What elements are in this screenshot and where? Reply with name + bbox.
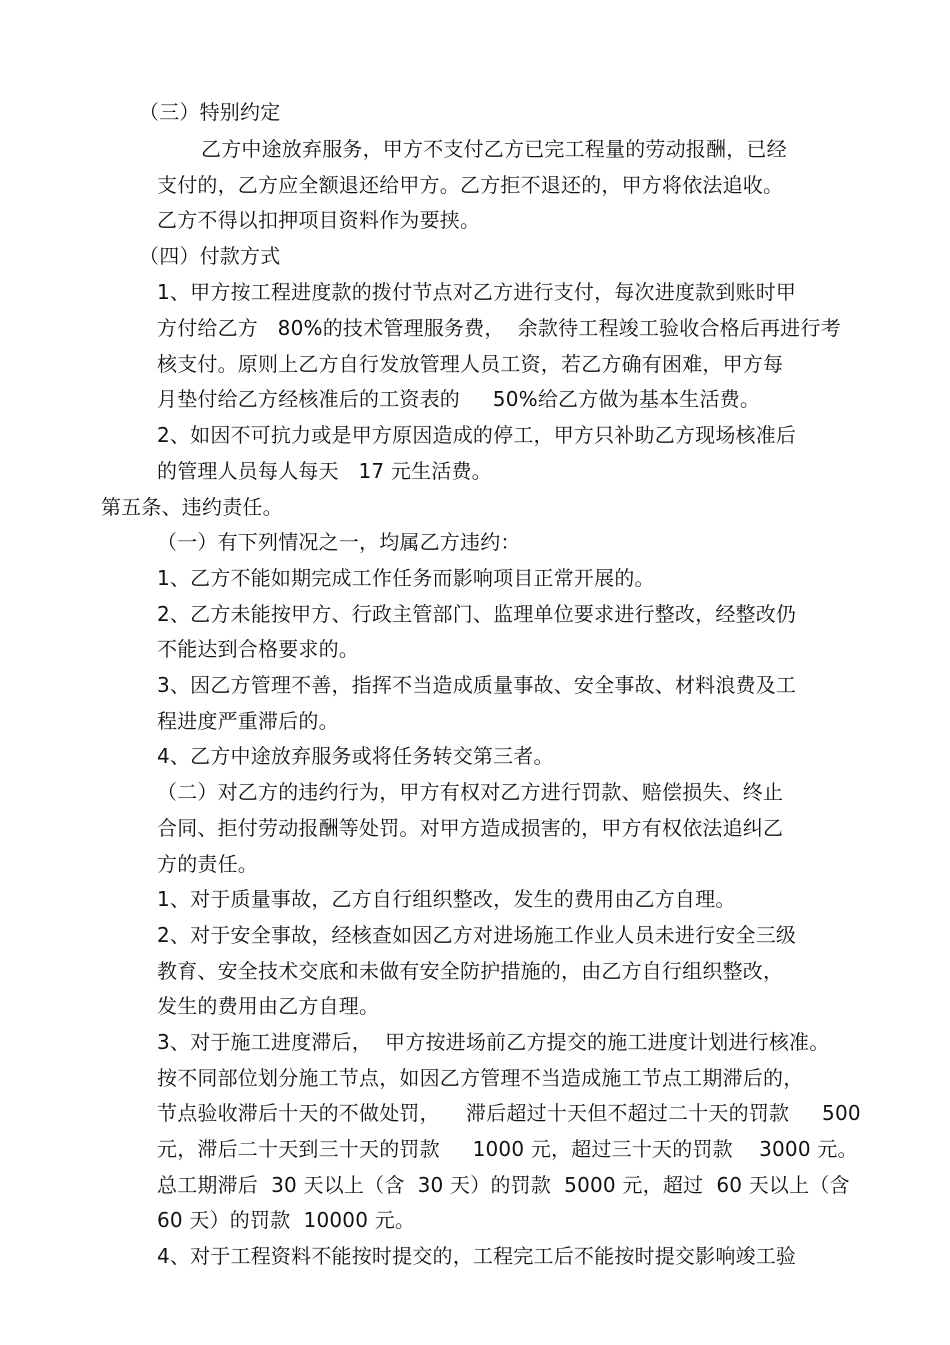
paragraph-line: 支付的，乙方应全额退还给甲方。乙方拒不退还的，甲方将依法追收。 <box>157 173 784 197</box>
paragraph-line: 1、对于质量事故，乙方自行组织整改，发生的费用由乙方自理。 <box>157 887 736 911</box>
section-heading-payment-method: （四）付款方式 <box>139 244 281 268</box>
paragraph-line: 程进度严重滞后的。 <box>157 709 339 733</box>
paragraph-line: 3、因乙方管理不善，指挥不当造成质量事故、安全事故、材料浪费及工 <box>157 673 797 697</box>
paragraph-line: 4、对于工程资料不能按时提交的，工程完工后不能按时提交影响竣工验 <box>157 1244 797 1268</box>
paragraph-line: 乙方不得以扣押项目资料作为要挟。 <box>157 208 481 232</box>
paragraph-line: 总工期滞后 30 天以上（含 30 天）的罚款 5000 元，超过 60 天以上（含 <box>157 1173 850 1197</box>
paragraph-line: 60 天）的罚款 10000 元。 <box>157 1208 416 1232</box>
paragraph-line: 不能达到合格要求的。 <box>157 637 359 661</box>
paragraph-line: 月垫付给乙方经核准后的工资表的 50%给乙方做为基本生活费。 <box>157 387 761 411</box>
article-heading-breach-liability: 第五条、违约责任。 <box>101 495 283 519</box>
paragraph-line: 1、乙方不能如期完成工作任务而影响项目正常开展的。 <box>157 566 655 590</box>
paragraph-line: 发生的费用由乙方自理。 <box>157 994 380 1018</box>
paragraph-line: 节点验收滞后十天的不做处罚， 滞后超过十天但不超过二十天的罚款 500 <box>157 1101 861 1125</box>
section-heading-special-agreement: （三）特别约定 <box>139 100 281 124</box>
paragraph-line: 元，滞后二十天到三十天的罚款 1000 元，超过三十天的罚款 3000 元。 <box>157 1137 858 1161</box>
paragraph-line: 方的责任。 <box>157 852 258 876</box>
paragraph-line: 教育、安全技术交底和未做有安全防护措施的，由乙方自行组织整改， <box>157 959 784 983</box>
paragraph-line: 2、如因不可抗力或是甲方原因造成的停工，甲方只补助乙方现场核准后 <box>157 423 797 447</box>
paragraph-line: 4、乙方中途放弃服务或将任务转交第三者。 <box>157 744 554 768</box>
paragraph-line: 2、乙方未能按甲方、行政主管部门、监理单位要求进行整改，经整改仍 <box>157 602 797 626</box>
paragraph-line: 1、甲方按工程进度款的拨付节点对乙方进行支付，每次进度款到账时甲 <box>157 280 797 304</box>
paragraph-line: 2、对于安全事故，经核查如因乙方对进场施工作业人员未进行安全三级 <box>157 923 797 947</box>
subsection-heading: （一）有下列情况之一，均属乙方违约： <box>157 530 521 554</box>
subsection-heading: （二）对乙方的违约行为，甲方有权对乙方进行罚款、赔偿损失、终止 <box>157 780 784 804</box>
paragraph-line: 核支付。原则上乙方自行发放管理人员工资，若乙方确有困难，甲方每 <box>157 352 784 376</box>
paragraph-line: 乙方中途放弃服务，甲方不支付乙方已完工程量的劳动报酬，已经 <box>201 137 787 161</box>
paragraph-line: 的管理人员每人每天 17 元生活费。 <box>157 459 492 483</box>
paragraph-line: 方付给乙方 80%的技术管理服务费， 余款待工程竣工验收合格后再进行考 <box>157 316 841 340</box>
paragraph-line: 按不同部位划分施工节点，如因乙方管理不当造成施工节点工期滞后的， <box>157 1066 804 1090</box>
paragraph-line: 合同、拒付劳动报酬等处罚。对甲方造成损害的，甲方有权依法追纠乙 <box>157 816 784 840</box>
paragraph-line: 3、对于施工进度滞后， 甲方按进场前乙方提交的施工进度计划进行核准。 <box>157 1030 830 1054</box>
